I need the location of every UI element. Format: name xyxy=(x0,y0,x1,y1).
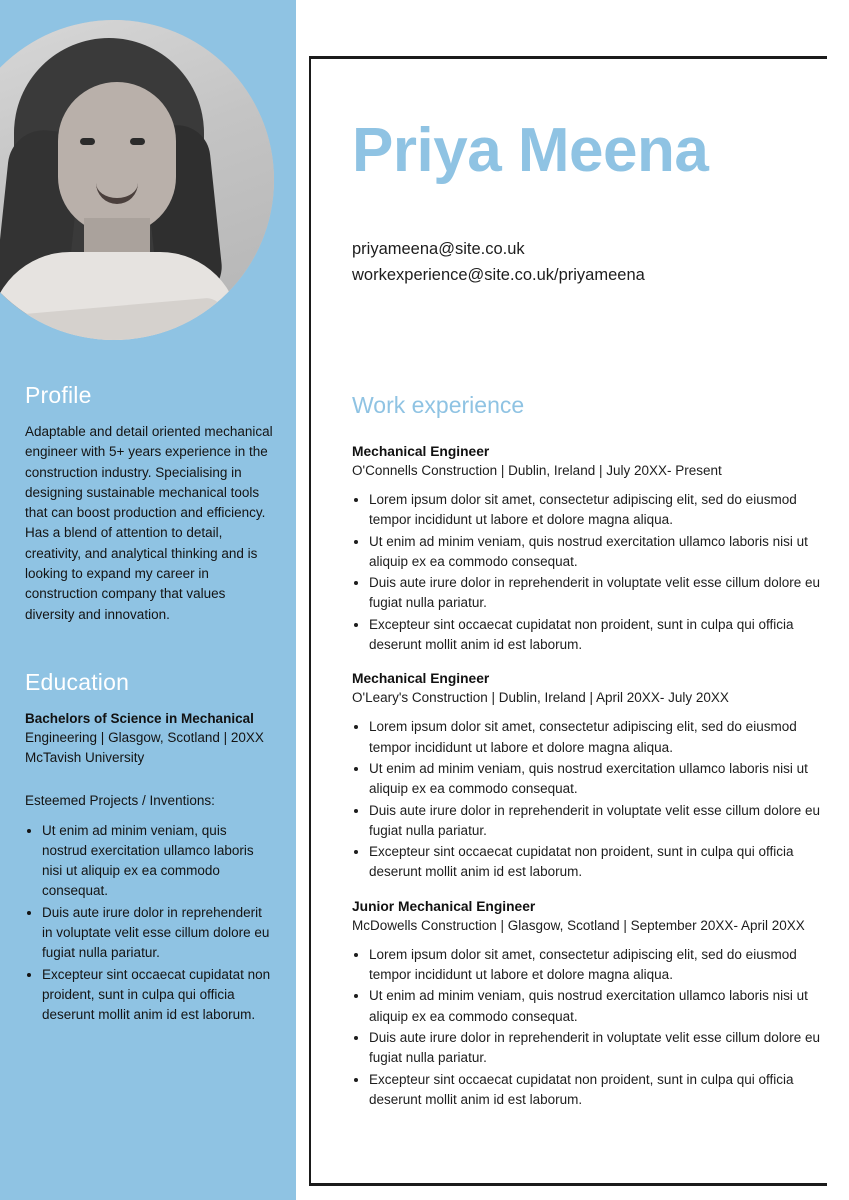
list-item: • Ut enim ad minim veniam, quis nostrud exercitation ullamco laboris nisi ut aliquip ex ea commodo consequat. xyxy=(369,532,822,573)
left-vertical-rule xyxy=(309,56,311,1186)
portrait-image xyxy=(0,20,274,340)
list-item: • Duis aute irure dolor in reprehenderit in voluptate velit esse cillum dolore eu fugiat nulla pariatur. xyxy=(42,903,275,964)
top-rule xyxy=(309,56,827,59)
job-meta: O'Connells Construction | Dublin, Ireland | July 20XX- Present xyxy=(352,463,722,478)
list-item: • Duis aute irure dolor in reprehenderit in voluptate velit esse cillum dolore eu fugiat nulla pariatur. xyxy=(369,801,822,842)
job-entry xyxy=(352,444,822,655)
list-item: • Excepteur sint occaecat cupidatat non proident, sunt in culpa qui officia deserunt mollit anim id est laborum. xyxy=(42,965,275,1026)
list-item: • Excepteur sint occaecat cupidatat non proident, sunt in culpa qui officia deserunt mollit anim id est laborum. xyxy=(369,615,822,656)
job-meta: O'Leary's Construction | Dublin, Ireland | April 20XX- July 20XX xyxy=(352,690,729,706)
job-bullets xyxy=(352,945,822,1110)
work-experience-heading: Work experience xyxy=(352,392,525,418)
education-degree: Bachelors of Science in Mechanical xyxy=(25,710,254,726)
job-title: Mechanical Engineer xyxy=(352,444,490,459)
job-meta: McDowells Construction | Glasgow, Scotland | September 20XX- April 20XX xyxy=(352,917,805,933)
education-detail: Engineering | Glasgow, Scotland | 20XX xyxy=(25,729,264,745)
education-projects-list xyxy=(25,821,275,1026)
list-item: • Ut enim ad minim veniam, quis nostrud exercitation ullamco laboris nisi ut aliquip ex ea commodo consequat. xyxy=(42,821,275,902)
contact-email: priyameena@site.co.uk xyxy=(352,240,525,258)
education-section xyxy=(25,669,275,1026)
bottom-rule xyxy=(309,1183,827,1186)
page-title: Priya Meena xyxy=(352,116,709,185)
eye-left-shape xyxy=(80,138,95,145)
education-heading: Education xyxy=(25,668,130,695)
list-item: • Excepteur sint occaecat cupidatat non proident, sunt in culpa qui officia deserunt mollit anim id est laborum. xyxy=(369,842,822,883)
list-item: • Ut enim ad minim veniam, quis nostrud exercitation ullamco laboris nisi ut aliquip ex ea commodo consequat. xyxy=(369,986,822,1027)
profile-text: Adaptable and detail oriented mechanical engineer with 5+ years experience in the construction industry. Specialising in designing sustainable mechanical tools that can boost production and efficiency. Has a blend of attention to detail, creativity, and analytical thinking and is looking to expand my career in construction company that values diversity and innovation. xyxy=(25,424,273,622)
list-item: • Lorem ipsum dolor sit amet, consectetur adipiscing elit, sed do eiusmod tempor incididunt ut labore et dolore magna aliqua. xyxy=(369,945,822,986)
sidebar-content xyxy=(25,382,275,1027)
avatar xyxy=(0,20,274,340)
list-item: • Duis aute irure dolor in reprehenderit in voluptate velit esse cillum dolore eu fugiat nulla pariatur. xyxy=(369,1028,822,1069)
contact-block xyxy=(352,236,645,288)
job-bullets xyxy=(352,490,822,655)
list-item: • Lorem ipsum dolor sit amet, consectetur adipiscing elit, sed do eiusmod tempor incididunt ut labore et dolore magna aliqua. xyxy=(369,490,822,531)
main-column xyxy=(296,0,849,1200)
list-item: • Duis aute irure dolor in reprehenderit in voluptate velit esse cillum dolore eu fugiat nulla pariatur. xyxy=(369,573,822,614)
job-entry xyxy=(352,899,822,1110)
list-item: • Excepteur sint occaecat cupidatat non proident, sunt in culpa qui officia deserunt mollit anim id est laborum. xyxy=(369,1070,822,1111)
education-projects-label: Esteemed Projects / Inventions: xyxy=(25,792,215,808)
education-school: McTavish University xyxy=(25,750,145,766)
face-shape xyxy=(58,82,176,234)
job-bullets xyxy=(352,717,822,882)
sidebar xyxy=(0,0,296,1200)
job-title: Junior Mechanical Engineer xyxy=(352,898,536,914)
job-title: Mechanical Engineer xyxy=(352,671,490,687)
list-item: • Lorem ipsum dolor sit amet, consectetur adipiscing elit, sed do eiusmod tempor incididunt ut labore et dolore magna aliqua. xyxy=(369,717,822,758)
list-item: • Ut enim ad minim veniam, quis nostrud exercitation ullamco laboris nisi ut aliquip ex ea commodo consequat. xyxy=(369,759,822,800)
work-experience-list xyxy=(352,444,822,1126)
profile-heading: Profile xyxy=(25,382,92,408)
eye-right-shape xyxy=(130,138,145,145)
job-entry xyxy=(352,671,822,882)
contact-portfolio: workexperience@site.co.uk/priyameena xyxy=(352,266,645,284)
